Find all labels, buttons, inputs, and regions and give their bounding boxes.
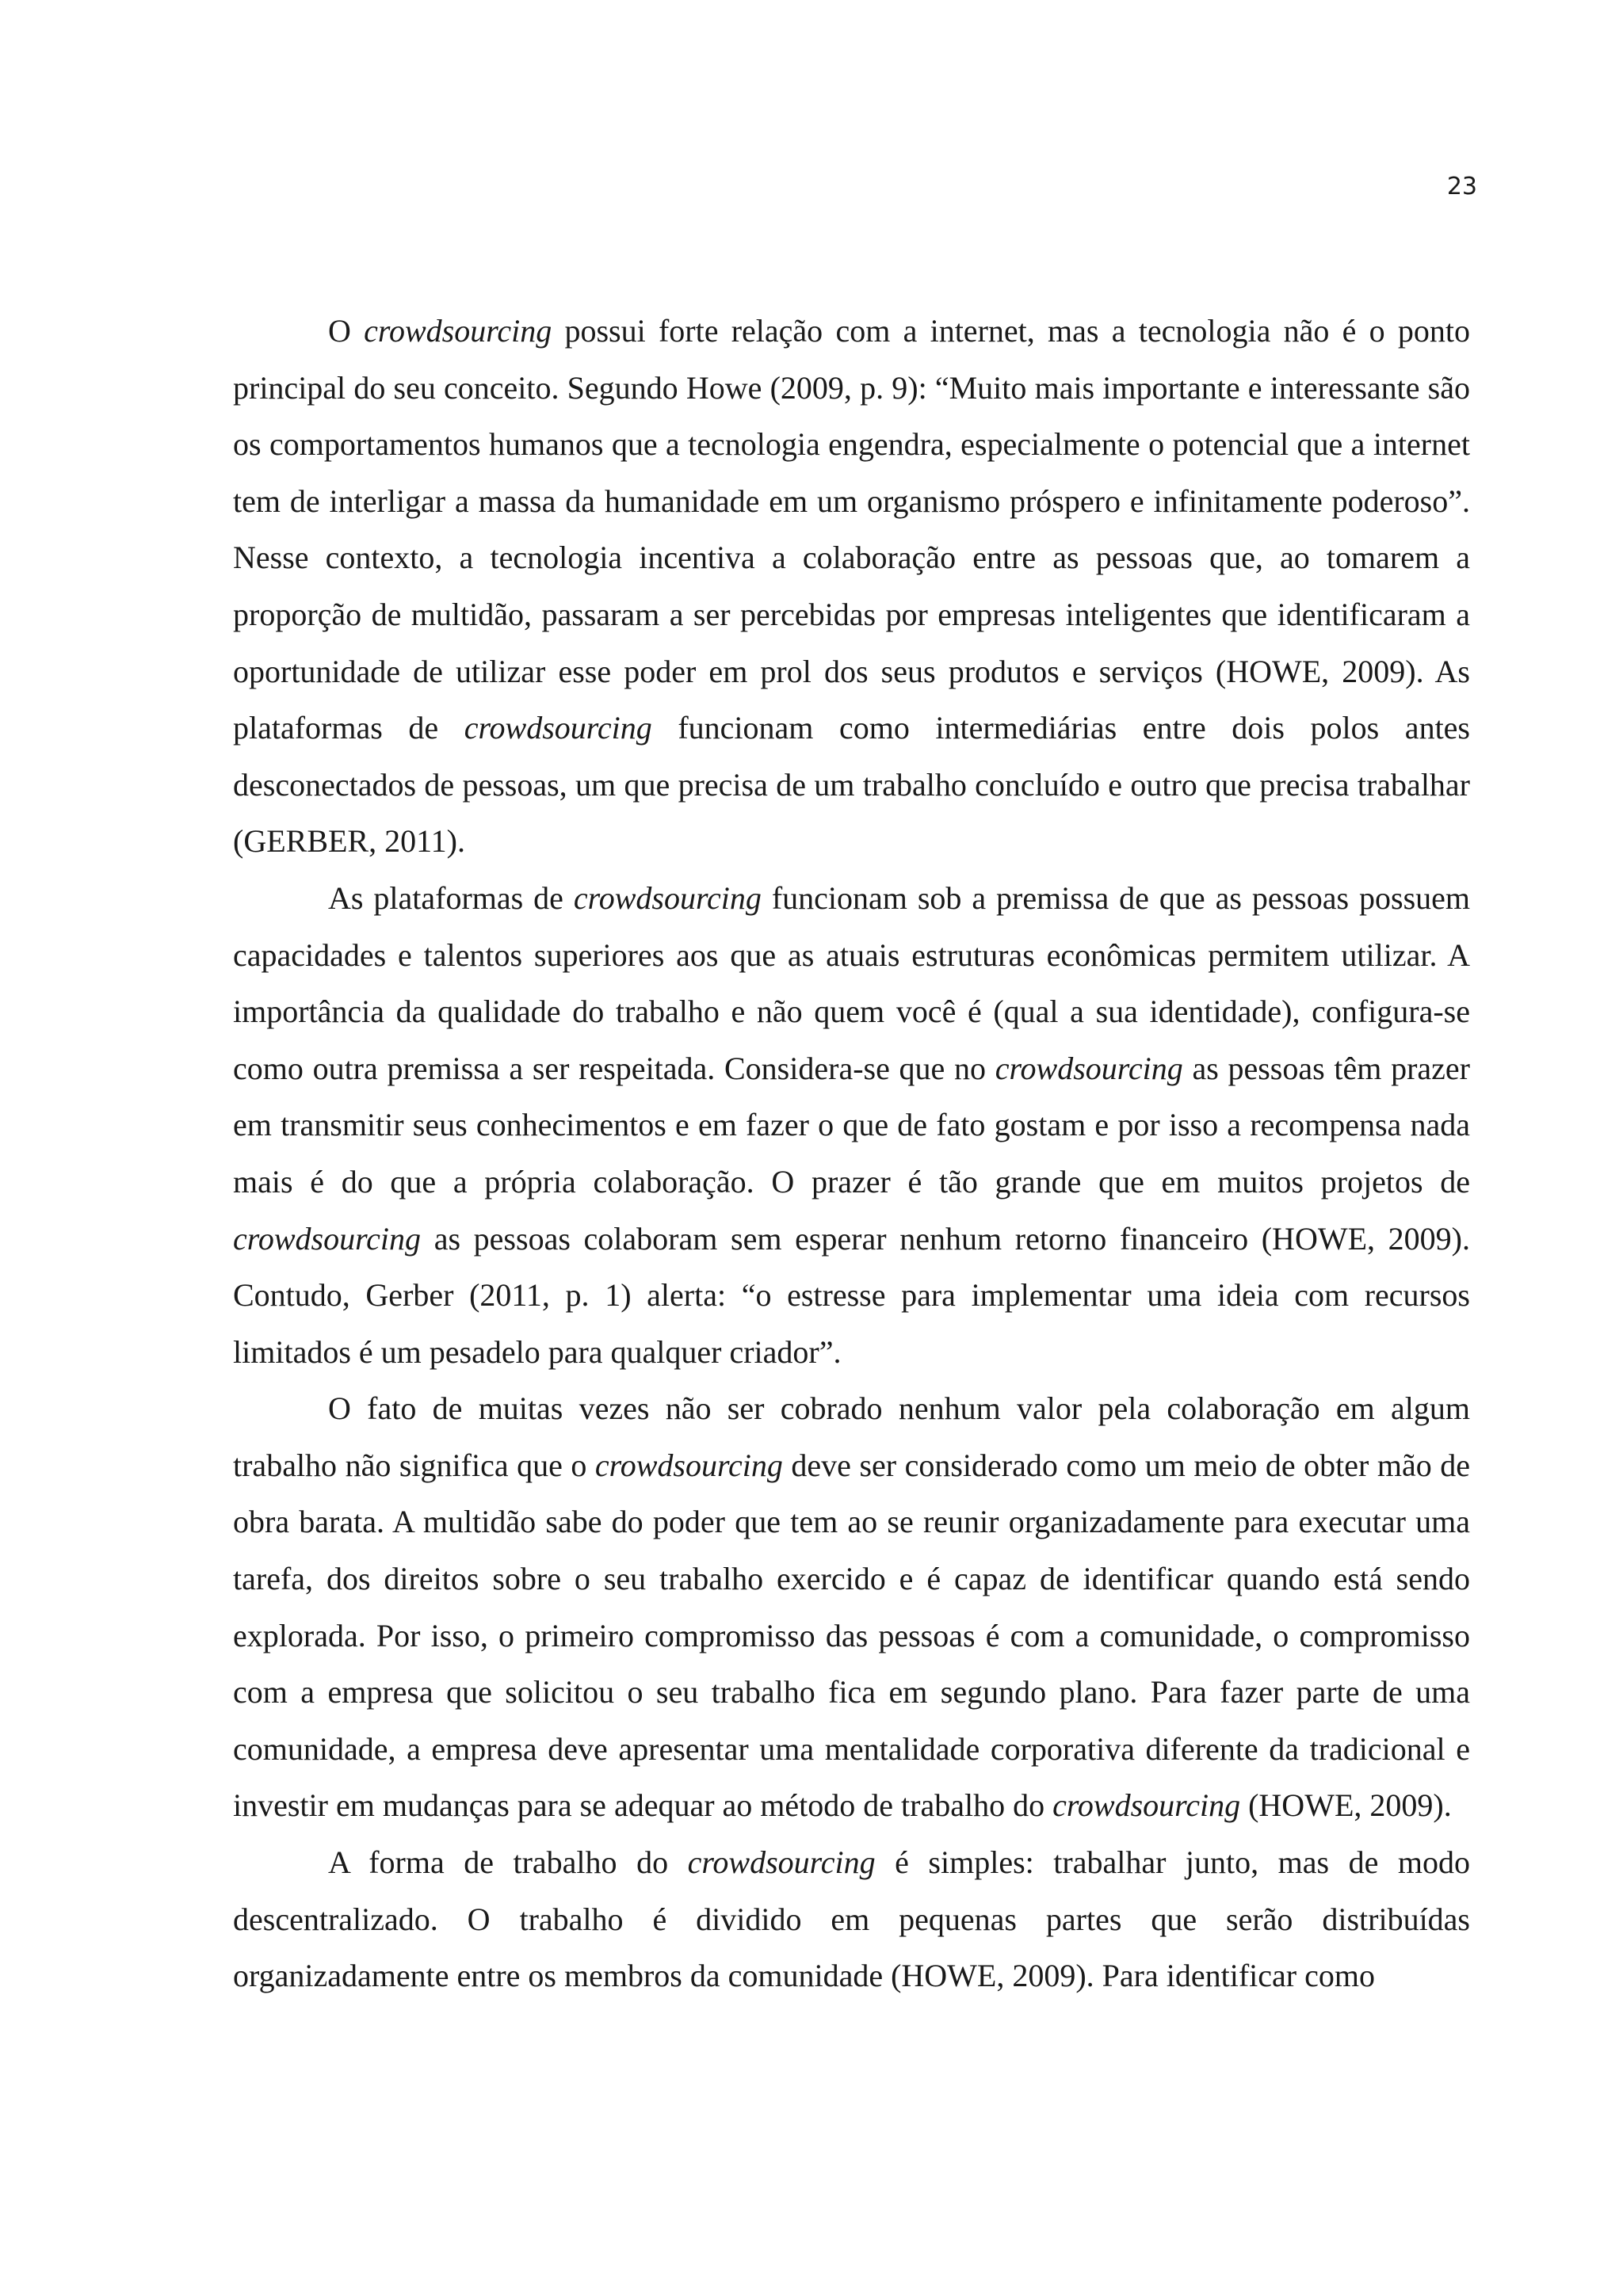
italic-term: crowdsourcing [464,710,652,746]
italic-term: crowdsourcing [364,313,552,349]
text-segment: funcionam como intermediárias entre dois polos antes desconectados de pessoas, um que precisa de um trabalho concluído e outro que precisa trabalhar (GERBER, 2011). [233,710,1470,860]
page-number: 23 [1446,173,1477,200]
body-text [233,303,1470,2004]
text-segment: O [328,313,365,349]
text-segment: é simples: trabalhar junto, mas de modo descentralizado. O trabalho é dividido em pequenas partes que serão distribuídas organizadamente entre os membros da comunidade (HOWE, 2009). Para identificar como [233,1844,1471,1994]
text-segment: as pessoas colaboram sem esperar nenhum retorno financeiro (HOWE, 2009). Contudo, Gerber (2011, p. 1) alerta: “o estresse para implementar uma ideia com recursos limitados é um pesadelo para qualquer criador”. [233,1220,1470,1370]
italic-term: crowdsourcing [594,1447,783,1483]
text-segment: possui forte relação com a internet, mas a tecnologia não é o ponto principal do seu conceito. Segundo Howe (2009, p. 9): “Muito mais importante e interessante são os comportamentos humanos que a tecnologia engendra, especialmente o potencial que a internet tem de interligar a massa da humanidade em um organismo próspero e infinitamente poderoso”. Nesse contexto, a tecnologia incentiva a colaboração entre as pessoas que, ao tomarem a proporção de multidão, passaram a ser percebidas por empresas inteligentes que identificaram a oportunidade de utilizar esse poder em prol dos seus produtos e serviços (HOWE, 2009). As plataformas de [233,313,1470,746]
paragraph [233,1834,1470,2004]
italic-term: crowdsourcing [573,879,762,916]
text-segment: as pessoas têm prazer em transmitir seus conhecimentos e em fazer o que de fato gostam e por isso a recompensa nada mais é do que a própria colaboração. O prazer é tão grande que em muitos projetos de [233,1050,1470,1199]
text-segment: deve ser considerado como um meio de obter mão de obra barata. A multidão sabe do poder que tem ao se reunir organizadamente para executar uma tarefa, dos direitos sobre o seu trabalho exercido e é capaz de identificar quando está sendo explorada. Por isso, o primeiro compromisso das pessoas é com a comunidade, o compromisso com a empresa que solicitou o seu trabalho fica em segundo plano. Para fazer parte de uma comunidade, a empresa deve apresentar uma mentalidade corporativa diferente da tradicional e investir em mudanças para se adequar ao método de trabalho do [233,1447,1470,1824]
text-segment: O fato de muitas vezes não ser cobrado nenhum valor pela colaboração em algum trabalho não significa que o [233,1390,1470,1483]
italic-term: crowdsourcing [995,1050,1183,1086]
paragraph [233,1380,1470,1834]
italic-term: crowdsourcing [233,1220,422,1257]
text-segment: (HOWE, 2009). [1240,1787,1452,1824]
paragraph [233,870,1470,1380]
italic-term: crowdsourcing [1052,1787,1241,1824]
text-segment: A forma de trabalho do [328,1844,688,1881]
paragraph [233,303,1470,870]
text-segment: As plataformas de [328,879,574,916]
text-segment: funcionam sob a premissa de que as pessoas possuem capacidades e talentos superiores aos que as atuais estruturas econômicas permitem utilizar. A importância da qualidade do trabalho e não quem você é (qual a sua identidade), configura-se como outra premissa a ser respeitada. Considera-se que no [233,879,1470,1086]
italic-term: crowdsourcing [687,1844,876,1881]
